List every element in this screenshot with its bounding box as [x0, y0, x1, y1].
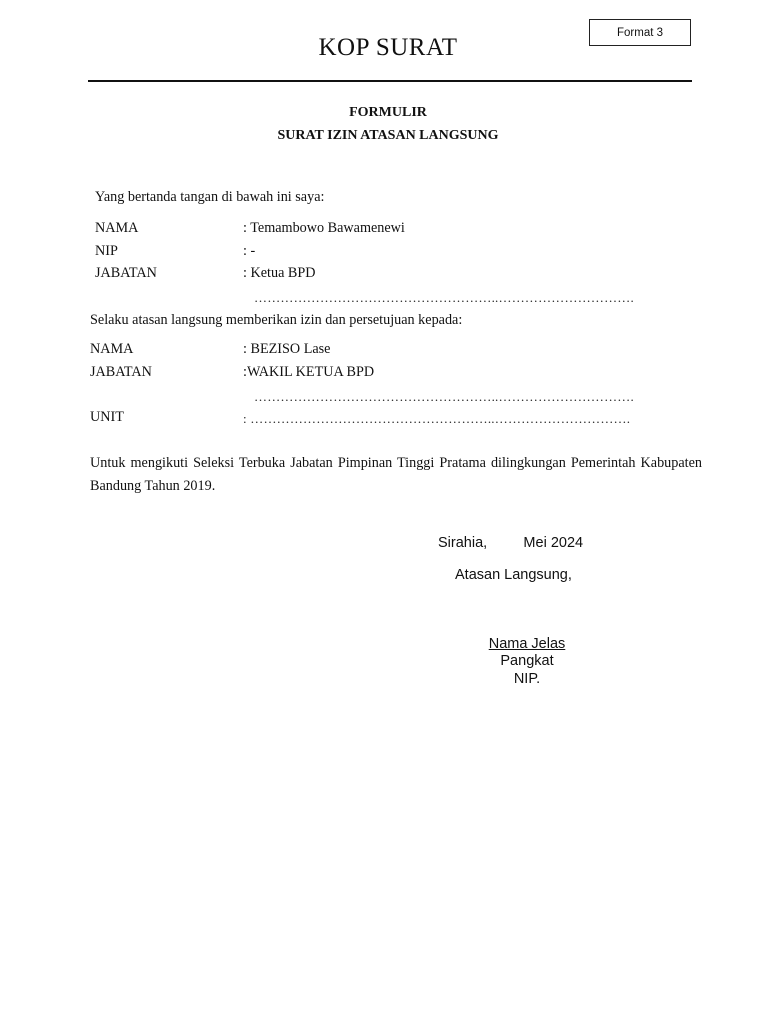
recipient-nama-value: : BEZISO Lase: [243, 341, 331, 357]
signer-nama-label: NAMA: [95, 220, 139, 236]
form-heading: FORMULIR: [349, 105, 427, 120]
letterhead-title: KOP SURAT: [318, 34, 458, 61]
recipient-nama-label: NAMA: [90, 341, 134, 357]
signature-rank: Pangkat: [500, 653, 554, 669]
permission-text: Selaku atasan langsung memberikan izin dan persetujuan kepada:: [90, 312, 463, 328]
purpose-paragraph: Untuk mengikuti Seleksi Terbuka Jabatan Pimpinan Tinggi Pratama dilingkungan Pemerintah Kabupaten Bandung Tahun 2019.: [90, 455, 702, 494]
signer-nama-value: : Temambowo Bawamenewi: [243, 220, 405, 236]
form-subheading: SURAT IZIN ATASAN LANGSUNG: [277, 128, 499, 143]
recipient-unit-label: UNIT: [90, 409, 124, 425]
format-label: Format 3: [589, 19, 691, 46]
signature-nip: NIP.: [513, 671, 541, 687]
signer-nip-value: : -: [243, 243, 256, 259]
intro-text: Yang bertanda tangan di bawah ini saya:: [95, 189, 325, 205]
signer-jabatan-label: JABATAN: [95, 265, 157, 281]
recipient-jabatan-value: :WAKIL KETUA BPD: [243, 364, 375, 380]
signature-title: Atasan Langsung,: [455, 567, 572, 583]
signer-dotted-line: ………………………………………………..………………………….: [254, 290, 634, 305]
signature-place-date: Sirahia, Mei 2024: [438, 535, 584, 551]
letterhead-divider: [88, 80, 692, 82]
signer-nip-label: NIP: [95, 243, 118, 259]
recipient-unit-value: : ………………………………………………..………………………….: [243, 411, 631, 426]
recipient-dotted-line: ………………………………………………..………………………….: [254, 389, 634, 404]
signature-name: Nama Jelas: [488, 636, 566, 652]
signer-jabatan-value: : Ketua BPD: [243, 265, 316, 281]
recipient-jabatan-label: JABATAN: [90, 364, 152, 380]
